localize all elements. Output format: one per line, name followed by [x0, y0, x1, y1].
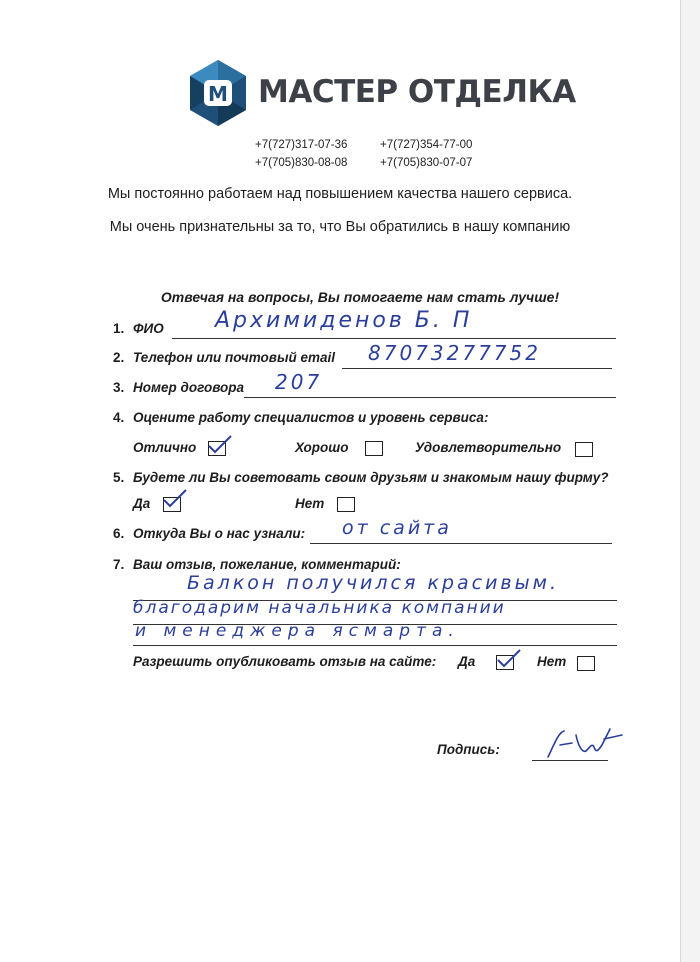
q5-number: 5.	[113, 470, 125, 485]
q7-answer-line-3-text[interactable]: и менеджера ясмарта.	[135, 621, 460, 641]
q7-answer-line-3	[133, 645, 617, 646]
q4-excellent-check-mark	[205, 434, 233, 456]
q7-answer-line-1-text[interactable]: Балкон получился красивым.	[187, 572, 559, 594]
phone-2: +7(727)354-77-00	[380, 139, 473, 151]
q2-label: Телефон или почтовый email	[133, 350, 335, 365]
q7-label: Ваш отзыв, пожелание, комментарий:	[133, 557, 401, 572]
q3-label: Номер договора	[133, 380, 245, 395]
phone-3: +7(705)830-08-08	[255, 157, 348, 169]
q4-option-satisfactory-label: Удовлетворительно	[415, 440, 562, 455]
publish-yes-check-mark	[494, 648, 522, 670]
q4-good-checkbox[interactable]	[365, 441, 383, 456]
brand-logo	[188, 60, 248, 126]
q1-answer[interactable]: Архимиденов Б. П	[215, 308, 473, 333]
q4-option-excellent-label: Отлично	[133, 440, 197, 455]
q1-number: 1.	[113, 321, 125, 336]
signature-scribble[interactable]	[540, 723, 630, 763]
phone-1: +7(727)317-07-36	[255, 139, 348, 151]
q7-answer-line-2-text[interactable]: благодарим начальника компании	[133, 598, 506, 618]
q2-number: 2.	[113, 350, 125, 365]
q5-option-no-label: Нет	[295, 496, 325, 511]
q5-label: Будете ли Вы советовать своим друзьям и знакомым нашу фирму?	[133, 470, 609, 485]
q4-number: 4.	[113, 410, 125, 425]
brand-name: МАСТЕР ОТДЕЛКА	[258, 74, 576, 110]
q5-yes-check-mark	[160, 488, 188, 510]
intro-line-2: Мы очень признательны за то, что Вы обратились в нашу компанию	[109, 219, 571, 235]
q5-no-checkbox[interactable]	[337, 497, 355, 512]
q6-answer[interactable]: от сайта	[342, 517, 452, 539]
q6-answer-line	[310, 543, 612, 544]
q1-label: ФИО	[133, 321, 164, 336]
publish-no-label: Нет	[537, 654, 567, 669]
q4-option-good-label: Хорошо	[295, 440, 349, 455]
q3-answer[interactable]: 207	[275, 370, 323, 394]
q5-option-yes-label: Да	[133, 496, 151, 511]
svg-text:M: M	[208, 82, 228, 106]
q2-answer-line	[342, 368, 612, 369]
signature-label: Подпись:	[437, 742, 500, 757]
q3-answer-line	[244, 397, 616, 398]
form-heading: Отвечая на вопросы, Вы помогаете нам стать лучше!	[160, 289, 560, 305]
publish-label: Разрешить опубликовать отзыв на сайте:	[133, 654, 437, 669]
q3-number: 3.	[113, 380, 125, 395]
q6-number: 6.	[113, 526, 125, 541]
q2-answer[interactable]: 87073277752	[368, 341, 541, 365]
q4-label: Оцените работу специалистов и уровень сервиса:	[133, 410, 489, 425]
q1-answer-line	[172, 338, 616, 339]
publish-yes-label: Да	[458, 654, 476, 669]
q6-label: Откуда Вы о нас узнали:	[133, 526, 306, 541]
publish-no-checkbox[interactable]	[577, 656, 595, 671]
phone-4: +7(705)830-07-07	[380, 157, 473, 169]
q7-number: 7.	[113, 557, 125, 572]
q4-satisfactory-checkbox[interactable]	[575, 442, 593, 457]
intro-line-1: Мы постоянно работаем над повышением качества нашего сервиса.	[107, 186, 573, 202]
